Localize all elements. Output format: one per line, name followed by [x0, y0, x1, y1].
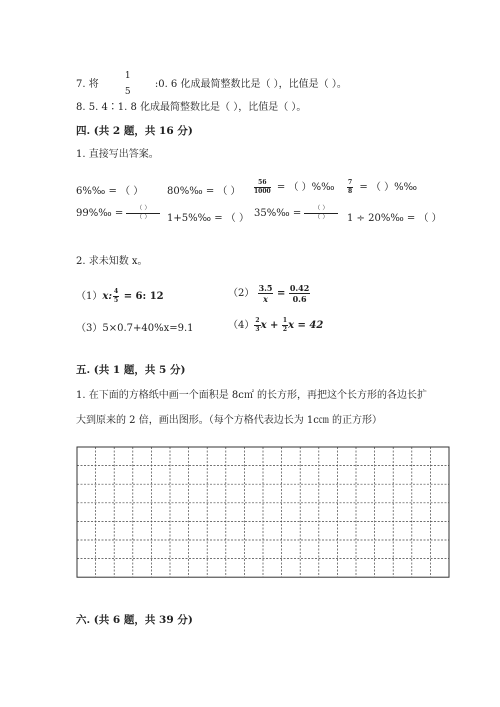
section4-q2-title: 2. 求未知数 x。 — [76, 256, 148, 267]
q7-line — [76, 72, 347, 97]
square-grid-paper[interactable] — [76, 446, 452, 586]
equation-3: （3）5×0.7+40%x=9.1 — [76, 323, 194, 334]
r2c2: 1+5%‰ = （ ） — [167, 213, 249, 224]
equation-1: （1）x: $\frac{4}{5}$ = 6: 12 — [76, 288, 164, 304]
grid-border — [77, 447, 449, 577]
r2c4: 1 ÷ 20%‰ = （ ） — [347, 213, 442, 224]
section5-line1: 1. 在下面的方格纸中画一个面积是 8c㎡ 的长方形，再把这个长方形的各边长扩 — [76, 390, 428, 401]
r1c3: $\frac{56}{1000}$ = （ ）%‰ — [254, 179, 335, 195]
section4-q1-title: 1. 直接写出答案。 — [76, 149, 159, 160]
r1c2: 80%‰ = （ ） — [167, 186, 241, 197]
r2c3: 35%‰ = $\frac{( )}{( )}$ — [254, 206, 338, 221]
q7-suffix: :0. 6 化成最简整数比是（ ），比值是（ ）。 — [154, 79, 347, 90]
r1c1: 6%‰ = （ ） — [76, 186, 144, 197]
section4-heading: 四. (共 2 题，共 16 分) — [76, 125, 193, 137]
section6-heading: 六. (共 6 题，共 39 分) — [76, 614, 193, 626]
q7-fraction: 1 5 — [124, 71, 131, 97]
r2c1: 99%‰ = $\frac{( )}{( )}$ — [76, 206, 160, 221]
q7-prefix: 7. 将 — [76, 79, 99, 90]
equation-4: （4） $\frac{2}{3}$ x + $\frac{1}{2}$ x = 42 — [228, 317, 324, 333]
r1c4: $\frac{7}{8}$ = （ ）%‰ — [348, 179, 418, 195]
q8-line: 8. 5. 4∶1. 8 化成最简整数比是（ ），比值是（ ）。 — [76, 102, 307, 113]
equation-2: （2） $\frac{3.5}{x}$ = $\frac{0.42}{0.6}$ — [228, 283, 310, 304]
section5-heading: 五. (共 1 题，共 5 分) — [76, 364, 186, 376]
section5-line2: 大到原来的 2 倍，画出图形。（每个方格代表边长为 1c㎝ 的正方形） — [76, 415, 383, 426]
